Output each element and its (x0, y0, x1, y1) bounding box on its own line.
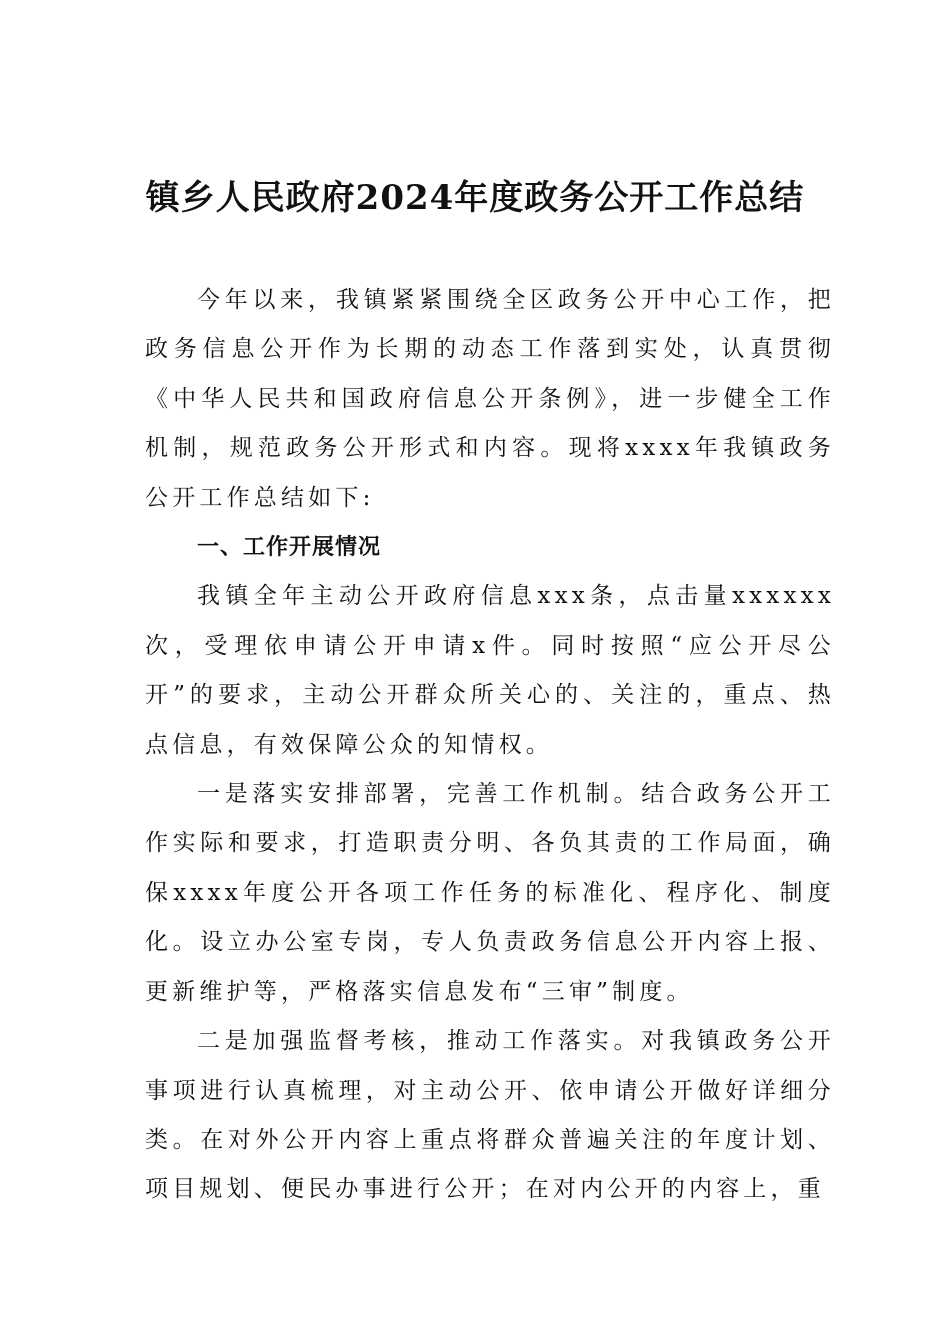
section-heading: 一、工作开展情况 (197, 535, 382, 561)
document-title: 镇乡人民政府2024年度政务公开工作总结 (145, 178, 805, 218)
document-body (145, 276, 835, 1215)
point-one-paragraph: 一是落实安排部署，完善工作机制。结合政务公开工作实际和要求，打造职责分明、各负其责的工作局面，确保xxxx年度公开各项工作任务的标准化、程序化、制度化。设立办公室专岗，专人负责政务信息公开内容上报、更新维护等，严格落实信息发布“三审”制度。 (145, 781, 835, 1005)
point-two-paragraph: 二是加强监督考核，推动工作落实。对我镇政务公开事项进行认真梳理，对主动公开、依申请公开做好详细分类。在对外公开内容上重点将群众普遍关注的年度计划、项目规划、便民办事进行公开；在对内公开的内容上，重 (145, 1028, 835, 1203)
intro-paragraph: 今年以来，我镇紧紧围绕全区政务公开中心工作，把政务信息公开作为长期的动态工作落到实处，认真贯彻《中华人民共和国政府信息公开条例》，进一步健全工作机制，规范政务公开形式和内容。现将xxxx年我镇政务公开工作总结如下: (145, 287, 835, 511)
summary-paragraph: 我镇全年主动公开政府信息xxx条，点击量xxxxxx次，受理依申请公开申请x件。同时按照“应公开尽公开”的要求，主动公开群众所关心的、关注的，重点、热点信息，有效保障公众的知情权。 (145, 583, 835, 758)
